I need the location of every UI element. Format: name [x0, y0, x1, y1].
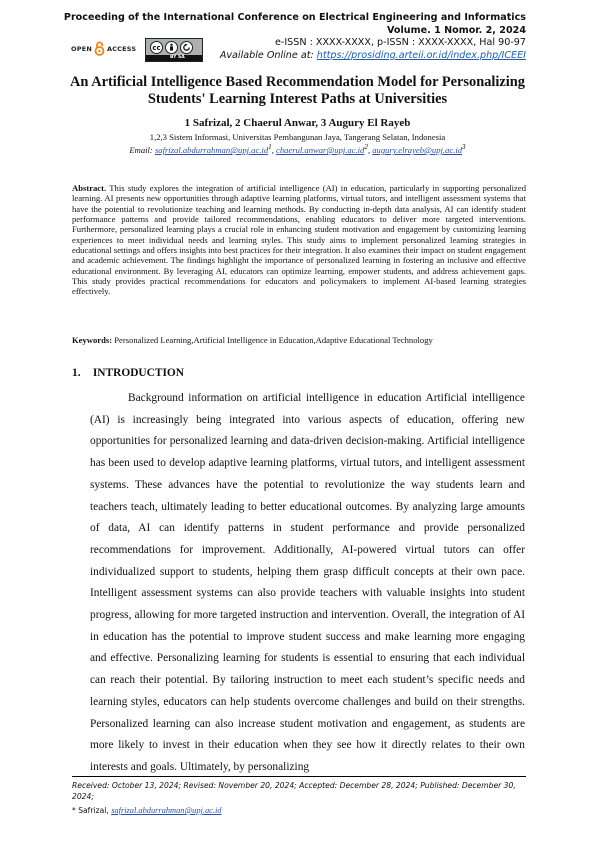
email-label: Email:	[129, 144, 153, 155]
corresponding-label: * Safrizal,	[72, 806, 109, 815]
body-paragraph: Background information on artificial intelligence in education Artificial intelligence (AI) is increasingly being integrated into various aspects of education, offering new opportunities for personalized learning and data-driven decision-making. Artificial intelligence has been used to develop adaptive learning platforms, virtual tutors, and intelligent assessment systems. These advances have the potential to revolutionize the way students learn and teachers teach, ultimately leading to better educational outcomes. By analyzing large amounts of data, AI can identify patterns in student performance and provide personalized recommendations for improvement. Additionally, AI-powered virtual tutors can offer individualized support to students, helping them grasp difficult concepts at their own pace. Intelligent assessment systems can also provide teachers with valuable insights into student progress, allowing for more targeted instruction and intervention. Overall, the integration of AI in education has the potential to improve student success and make learning more engaging and effective. Personalizing learning for students is essential to ensuring that each individual can reach their potential. By tailoring instruction to meet each student’s specific needs and learning styles, educators can help students overcome challenges and build on their strengths. Personalized learning can also increase student motivation and engagement, as students are more likely to invest in their education when they see how it directly relates to their own interests and goals. Ultimately, by personalizing	[90, 392, 525, 773]
journal-volume: Volume. 1 Nomor. 2, 2024	[386, 24, 526, 36]
open-access-label-left: OPEN	[71, 44, 92, 53]
corresponding-email-link[interactable]: safrizal.abdurrahman@upj.ac.id	[111, 806, 222, 815]
abstract	[72, 183, 526, 297]
paper-title: An Artificial Intelligence Based Recommendation Model for Personalizing Students' Learning Interest Paths at Universities	[70, 74, 525, 107]
body-text	[90, 388, 525, 779]
abstract-label: Abstract.	[72, 183, 107, 193]
author-emails: Email: $safrizal.abdurrahman@upj.ac.id^1$, $chaerul.anwar@upj.ac.id^2$, $augury.elrayeb@upj.ac.id^3$	[129, 143, 466, 155]
journal-issn: e-ISSN : XXXX-XXXX, p-ISSN : XXXX-XXXX, Hal 90-97	[274, 37, 526, 49]
paper-authors: 1 Safrizal, 2 Chaerul Anwar, 3 Augury El Rayeb	[184, 117, 411, 129]
cc-license-label: BY SA	[146, 55, 202, 61]
email-link-2[interactable]: chaerul.anwar@upj.ac.id	[276, 144, 365, 155]
section-number: 1.	[72, 367, 81, 379]
email-sup-3: 3	[462, 143, 466, 151]
email-link-1[interactable]: safrizal.abdurrahman@upj.ac.id	[154, 144, 269, 155]
journal-header	[64, 12, 526, 62]
journal-name: Proceeding of the International Conference on Electrical Engineering and Informatics	[63, 12, 526, 23]
cc-icon: cc	[150, 41, 163, 54]
section-title: INTRODUCTION	[92, 367, 184, 379]
publication-dates: Received: October 13, 2024; Revised: November 20, 2024; Accepted: December 28, 2024; Published: December 30, 2024;	[72, 781, 516, 801]
abstract-text: This study explores the integration of artificial intelligence (AI) in education, particularly in supporting personalized learning. AI presents new opportunities through adaptive learning platforms, virtual tutors, and intelligent assessment systems that have the potential to revolutionize teaching and learning methods. By conducting in-depth data analysis, AI can identify student performance patterns and provide tailored recommendations, enabling educators to deliver more targeted interventions. Furthermore, personalized learning plays a crucial role in enhancing student motivation and engagement by customizing learning experiences to meet individual needs and learning styles. This study aims to implement personalized learning strategies in educational settings and offers insights into best practices for their integration. It also examines their impact on student engagement and academic achievement. The findings highlight the importance of personalized learning in fostering an inclusive and effective educational environment. By leveraging AI, educators can optimize learning, empower students, and address achievement gaps. This study provides practical recommendations for educators and policymakers to implement AI-based learning strategies effectively.	[72, 183, 526, 297]
keywords-label: Keywords:	[72, 335, 113, 345]
author-affiliation: 1,2,3 Sistem Informasi, Universitas Pembangunan Jaya, Tangerang Selatan, Indonesia	[149, 132, 446, 142]
journal-url-link[interactable]: https://prosiding.arteii.or.id/index.php/ICEEI	[316, 49, 526, 61]
email-sup-1: 1	[268, 143, 272, 151]
keywords-text: Personalized Learning,Artificial Intelligence in Education,Adaptive Educational Technology	[114, 335, 433, 345]
keywords	[72, 335, 526, 345]
footer-rule	[72, 776, 526, 777]
email-sup-2: 2	[364, 143, 368, 151]
email-link-3[interactable]: augury.elrayeb@upj.ac.id	[372, 144, 463, 155]
corresponding-author	[72, 806, 222, 815]
available-online-label: Available Online at:	[219, 49, 314, 61]
section-heading	[72, 367, 184, 379]
open-access-label-right: ACCESS	[106, 44, 137, 53]
available-online	[64, 50, 526, 63]
